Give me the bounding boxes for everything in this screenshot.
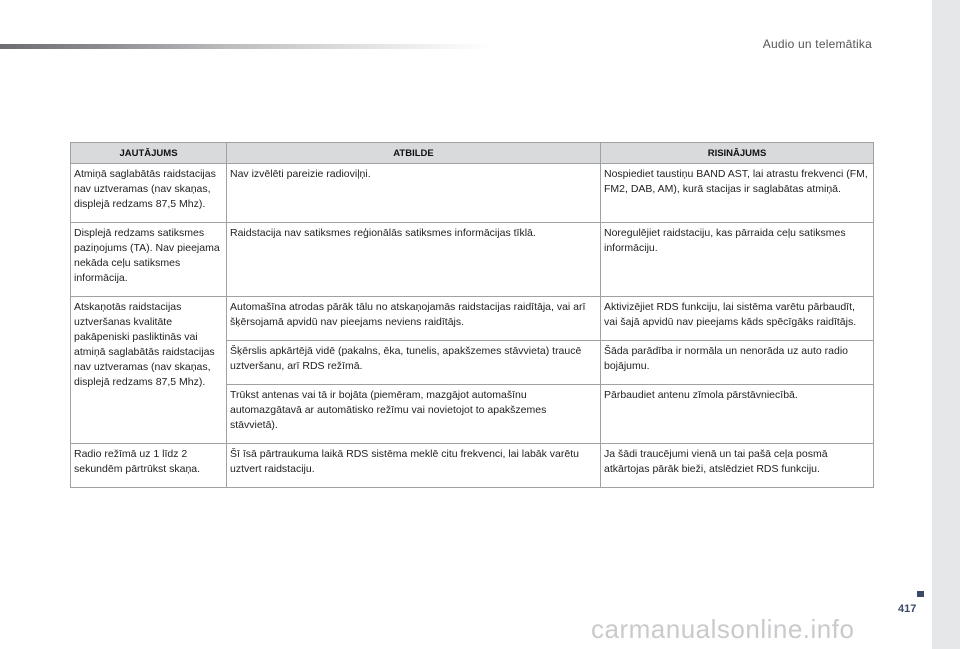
table-row <box>71 223 874 297</box>
page-marker-square <box>917 591 924 597</box>
column-header-question: JAUTĀJUMS <box>71 143 227 164</box>
page-number: 417 <box>898 603 917 615</box>
column-header-answer: ATBILDE <box>227 143 601 164</box>
answer-cell: Raidstacija nav satiksmes reģionālās satiksmes informācijas tīklā. <box>227 223 601 297</box>
solution-cell: Pārbaudiet antenu zīmola pārstāvniecībā. <box>601 385 874 444</box>
answer-cell: Šī īsā pārtraukuma laikā RDS sistēma meklē citu frekvenci, lai labāk varētu uztvert raidstaciju. <box>227 444 601 488</box>
answer-cell: Automašīna atrodas pārāk tālu no atskaņojamās raidstacijas raidītāja, vai arī šķērsojamā apvidū nav pieejams neviens raidītājs. <box>227 297 601 341</box>
question-cell: Displejā redzams satiksmes paziņojums (TA). Nav pieejama nekāda ceļu satiksmes informācija. <box>71 223 227 297</box>
answer-cell: Nav izvēlēti pareizie radioviļņi. <box>227 164 601 223</box>
table-row <box>71 164 874 223</box>
answer-cell: Šķērslis apkārtējā vidē (pakalns, ēka, tunelis, apakšzemes stāvvieta) traucē uztveršanu, arī RDS režīmā. <box>227 341 601 385</box>
troubleshooting-table <box>70 142 874 488</box>
watermark: carmanualsonline.info <box>591 614 855 644</box>
question-cell: Radio režīmā uz 1 līdz 2 sekundēm pārtrūkst skaņa. <box>71 444 227 488</box>
answer-cell: Trūkst antenas vai tā ir bojāta (piemēram, mazgājot automašīnu automazgātavā ar automātisko režīmu vai novietojot to apakšzemes stāvvietā). <box>227 385 601 444</box>
question-cell: Atmiņā saglabātās raidstacijas nav uztveramas (nav skaņas, displejā redzams 87,5 Mhz). <box>71 164 227 223</box>
question-cell: Atskaņotās raidstacijas uztveršanas kvalitāte pakāpeniski pasliktinās vai atmiņā saglabātās raidstacijas nav uztveramas (nav skaņas, displejā redzams 87,5 Mhz). <box>71 297 227 444</box>
solution-cell: Nospiediet taustiņu BAND AST, lai atrastu frekvenci (FM, FM2, DAB, AM), kurā stacijas ir saglabātas atmiņā. <box>601 164 874 223</box>
solution-cell: Šāda parādība ir normāla un nenorāda uz auto radio bojājumu. <box>601 341 874 385</box>
solution-cell: Aktivizējiet RDS funkciju, lai sistēma varētu pārbaudīt, vai šajā apvidū nav pieejams kāds spēcīgāks raidītājs. <box>601 297 874 341</box>
table-header-row <box>71 143 874 164</box>
table-row <box>71 444 874 488</box>
solution-cell: Noregulējiet raidstaciju, kas pārraida ceļu satiksmes informāciju. <box>601 223 874 297</box>
table-row <box>71 297 874 341</box>
section-title: Audio un telemātika <box>762 37 872 51</box>
side-strip <box>932 0 960 649</box>
solution-cell: Ja šādi traucējumi vienā un tai pašā ceļa posmā atkārtojas pārāk bieži, atslēdziet RDS funkciju. <box>601 444 874 488</box>
header-gradient-line <box>0 44 490 49</box>
column-header-solution: RISINĀJUMS <box>601 143 874 164</box>
